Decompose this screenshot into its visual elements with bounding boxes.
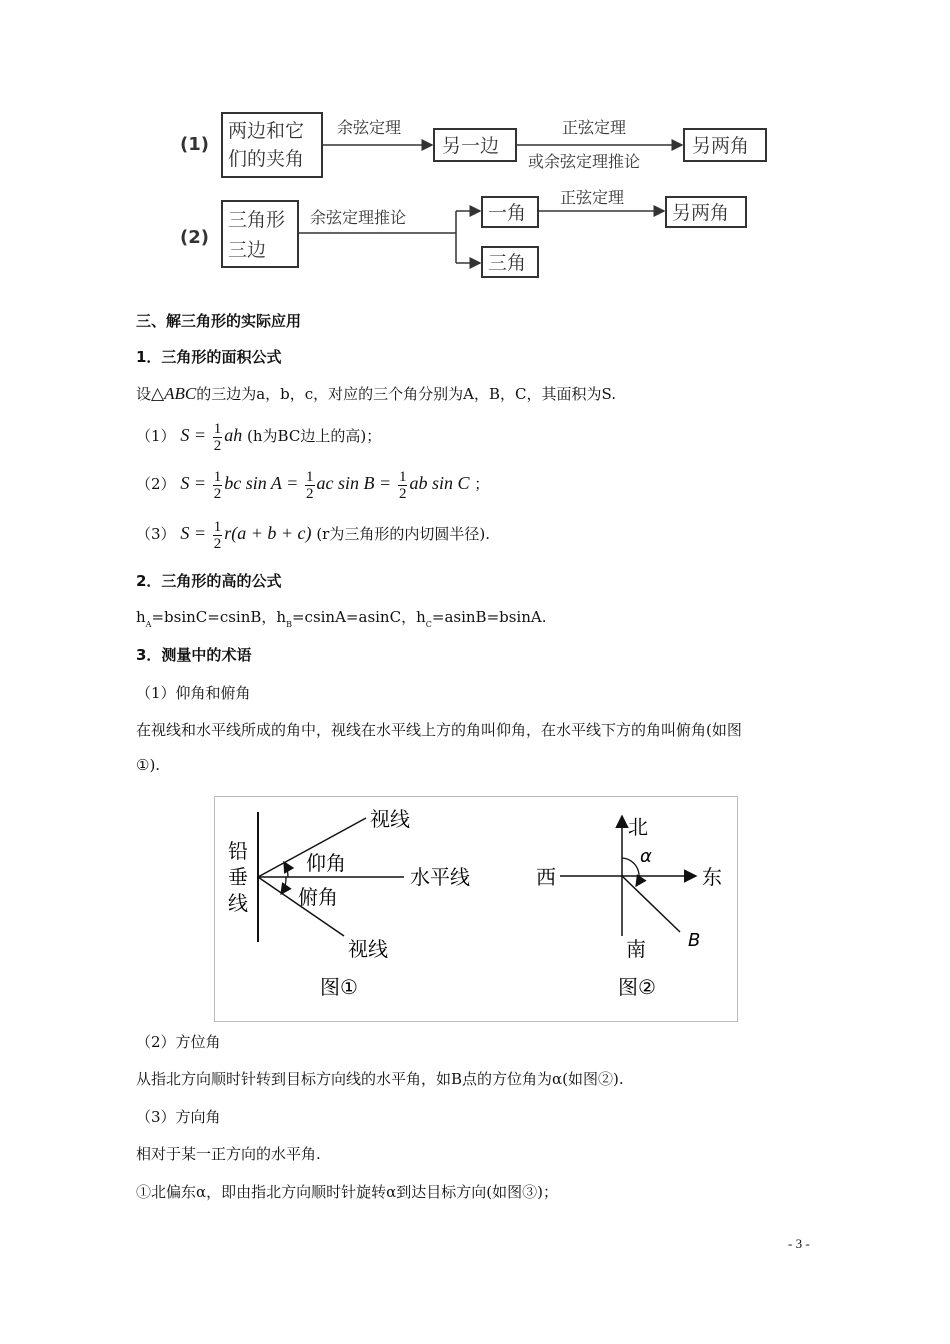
flow2-box-c-text: 另两角 bbox=[672, 202, 730, 224]
sight-line-lower: 视线 bbox=[348, 937, 388, 961]
point-b-label: B bbox=[688, 930, 701, 951]
flow1-box-b-text: 另一边 bbox=[442, 135, 500, 157]
flow1-box-a-line1: 两边和它 bbox=[228, 120, 305, 142]
subsection-2-title: 2．三角形的高的公式 bbox=[136, 572, 282, 590]
north-label: 北 bbox=[628, 815, 648, 839]
fraction-half: $\frac{1}{2}$ bbox=[213, 420, 222, 454]
depression-angle-label: 俯角 bbox=[298, 885, 338, 909]
height-formulas: $h_A=bsinC=csinB$，$h_B=csinA=asinC$，$h_C=asinB=bsinA$. bbox=[136, 608, 547, 629]
horizontal-line-label: 水平线 bbox=[410, 865, 470, 889]
sight-line-upper: 视线 bbox=[370, 807, 410, 831]
flow1-arrow2-bottom: 或余弦定理推论 bbox=[528, 152, 641, 171]
flow1-box-a-line2: 们的夹角 bbox=[228, 148, 305, 170]
west-label: 西 bbox=[536, 865, 556, 889]
term-1-paragraph-line1: 在视线和水平线所成的角中，视线在水平线上方的角叫仰角，在水平线下方的角叫俯角(如图 bbox=[136, 721, 742, 739]
term-2-heading: （2）方位角 bbox=[136, 1033, 221, 1051]
flow1-box-c-text: 另两角 bbox=[692, 135, 750, 157]
flow2-box-d-text: 三角 bbox=[488, 252, 527, 274]
term-3-heading: （3）方向角 bbox=[136, 1108, 221, 1126]
alpha-label: α bbox=[640, 846, 652, 867]
term-3-item-1: ①北偏东α，即由指北方向顺时针旋转α到达目标方向(如图③)； bbox=[136, 1183, 558, 1201]
flow2-box-b-text: 一角 bbox=[488, 202, 527, 224]
subsection-1-title: 1．三角形的面积公式 bbox=[136, 348, 282, 366]
term-1-heading: （1）仰角和俯角 bbox=[136, 684, 251, 702]
flow2-arrow2-label: 正弦定理 bbox=[560, 188, 625, 207]
area-formula-3: （3） S = $\frac{1}{2}$ r(a + b + c) (r为三角形的内切圆半径). bbox=[136, 518, 490, 552]
east-label: 东 bbox=[702, 865, 722, 889]
flow2-arrow1-label: 余弦定理推论 bbox=[310, 208, 407, 227]
term-3-paragraph: 相对于某一正方向的水平角. bbox=[136, 1145, 321, 1163]
flow1-arrow2-top: 正弦定理 bbox=[562, 118, 627, 137]
area-intro: 设△ABC的三边为a，b，c，对应的三个角分别为A，B，C，其面积为S. bbox=[136, 384, 616, 403]
flow1-number: (1) bbox=[180, 134, 209, 155]
flow2-number: (2) bbox=[180, 227, 209, 248]
figure-angles bbox=[214, 796, 736, 1020]
term-2-paragraph: 从指北方向顺时针转到目标方向线的水平角，如B点的方位角为α(如图②). bbox=[136, 1070, 624, 1088]
south-label: 南 bbox=[626, 937, 646, 961]
figure-1-caption: 图① bbox=[320, 975, 358, 999]
page-number: - 3 - bbox=[788, 1236, 810, 1251]
subsection-3-title: 3．测量中的术语 bbox=[136, 646, 252, 664]
plumb-line-char2: 垂 bbox=[228, 865, 248, 889]
area-formula-2: （2） S = $\frac{1}{2}$ bc sin A = $\frac{1}{2}$ ac sin B = $\frac{1}{2}$ ab sin C ； bbox=[136, 468, 490, 502]
flow-diagram bbox=[170, 105, 790, 285]
area-formula-1: （1） S = $\frac{1}{2}$ ah (h为BC边上的高)； bbox=[136, 420, 382, 454]
section-title: 三、解三角形的实际应用 bbox=[136, 312, 302, 330]
flow2-box-a-line1: 三角形 bbox=[228, 209, 286, 231]
figure-2-caption: 图② bbox=[618, 975, 656, 999]
flow1-arrow1-label: 余弦定理 bbox=[337, 118, 402, 137]
plumb-line-char3: 线 bbox=[228, 891, 248, 915]
elevation-angle-label: 仰角 bbox=[306, 851, 346, 875]
plumb-line-char1: 铅 bbox=[228, 839, 248, 863]
triangle-abc: △ABC bbox=[151, 384, 197, 403]
flow2-box-a-line2: 三边 bbox=[228, 239, 267, 261]
term-1-paragraph-line2: ①). bbox=[136, 756, 161, 774]
